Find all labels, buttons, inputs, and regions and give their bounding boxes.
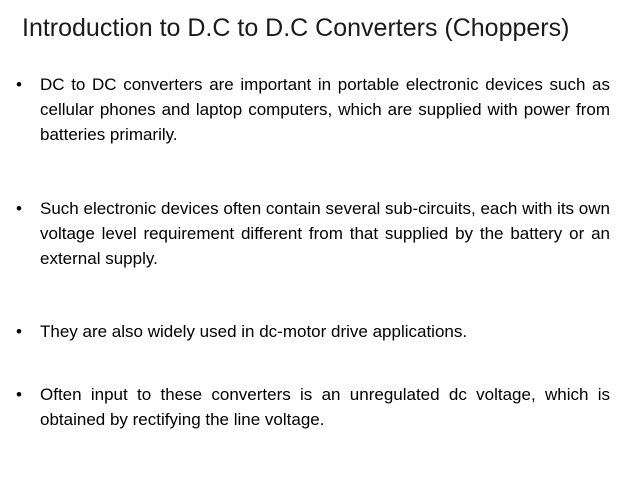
bullet-icon: • <box>16 322 22 341</box>
bullet-icon: • <box>16 75 22 94</box>
bullet-text: Often input to these converters is an unregulated dc voltage, which is obtained by rectifying the line voltage. <box>40 385 610 429</box>
bullet-text: Such electronic devices often contain several sub-circuits, each with its own voltage level requirement different from that supplied by the battery or an external supply. <box>40 199 610 268</box>
slide-title: Introduction to D.C to D.C Converters (Choppers) <box>22 14 570 42</box>
bullet-icon: • <box>16 199 22 218</box>
list-item <box>0 196 610 271</box>
bullet-icon: • <box>16 385 22 404</box>
bullet-text: They are also widely used in dc-motor drive applications. <box>40 322 468 341</box>
list-item <box>0 382 610 432</box>
list-item <box>0 72 610 147</box>
list-item <box>0 319 610 344</box>
bullet-text: DC to DC converters are important in portable electronic devices such as cellular phones and laptop computers, which are supplied with power from batteries primarily. <box>40 75 610 144</box>
